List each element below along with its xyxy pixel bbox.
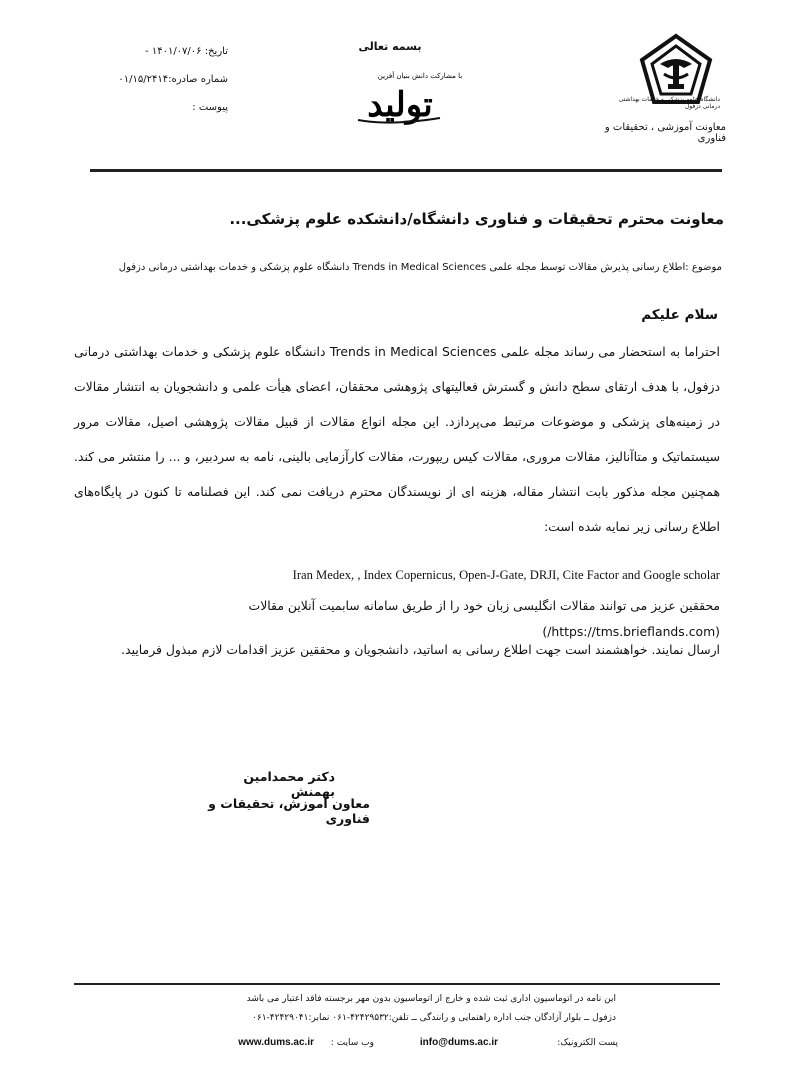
deputy-name: معاونت آموزشی ، تحقیقات و فناوری [604,122,726,144]
footer-email-link[interactable]: info@dums.ac.ir [419,1037,498,1048]
footer-web-label: وب سایت : [330,1038,374,1048]
letter-meta [118,38,228,122]
slogan-large: تولید [367,85,433,125]
slogan-calligraphy [350,64,463,128]
slogan-small: با مشارکت دانش بنیان آفرین [377,72,463,80]
date-line: تاریخ: ۱۴۰۱/۰۷/۰۶ - [145,46,228,57]
index-list: Iran Medex, , Index Copernicus, Open-J-Gate, DRJI, Cite Factor and Google scholar [292,568,720,582]
letter-paragraph-2: محققین عزیز می توانند مقالات انگلیسی زبان خود را از طریق سامانه سابمیت آنلاین مقالات (https://tms.brieflands.com/) [248,598,720,639]
footer-divider [74,983,720,985]
letter-paragraph-3: ارسال نمایند. خواهشمند است جهت اطلاع رسانی به اساتید، دانشجویان و محققین عزیز اقدامات لازم مبذول فرمایید. [121,642,720,657]
footer-notice: این نامه در اتوماسیون اداری ثبت شده و خارج از اتوماسیون بدون مهر برجسته فاقد اعتبار می باشد [246,994,616,1004]
footer-address: دزفول ــ بلوار آزادگان جنب اداره راهنمایی و رانندگی ــ تلفن:۴۲۴۲۹۵۳۲-۰۶۱ نمابر:۴۲۴۲۹۰۴۱-۰۶۱ [252,1013,616,1023]
footer-email-label: پست الکترونیک: [557,1038,618,1048]
letter-recipient: معاونت محترم تحقیقات و فناوری دانشگاه/دانشکده علوم پزشکی... [229,210,724,228]
signatory-title: معاون آموزش، تحقیقات و فناوری [208,796,370,826]
attachment-line: پیوست : [192,102,228,113]
logo-caption: دانشگاه علوم پزشکی و خدمات بهداشتی درمانی دزفول [618,96,720,110]
number-line: شماره صادره:۰۱/۱۵/۲۴۱۴ [118,74,228,85]
letter-subject: موضوع :اطلاع رسانی پذیرش مقالات توسط مجله علمی Trends in Medical Sciences دانشگاه علوم پزشکی و خدمات بهداشتی درمانی دزفول [118,262,722,273]
footer-web-link[interactable]: www.dums.ac.ir [238,1037,314,1048]
basmala: بسمه تعالی [358,40,422,53]
paragraph-1-text: احتراما به استحضار می رساند مجله علمی Trends in Medical Sciences دانشگاه علوم پزشکی و خدمات بهداشتی درمانی دزفول، با هدف ارتقای سطح دانش و گسترش فعالیتهای پژوهشی محققان، اعضای هیأت علمی و دانشجویان به انتشار مقالات در زمینه‌های پزشکی و موضوعات مرتبط می‌پردازد. این مجله انواع مقالات از قبیل مقالات پژوهشی اصیل، مقالات مرور سیستماتیک و متاآنالیز، مقالات مروری، مقالات کیس ریپورت، مقالات کارآزمایی بالینی، نامه به سردبیر، و ... را منتشر می کند. همچنین مجله مذکور بابت انتشار مقاله، هزینه ای از نویسندگان محترم دریافت نمی کند. این فصلنامه تا کنون در پایگاه‌های اطلاع رسانی زیر نمایه شده است: [74,344,720,534]
header-divider [90,169,722,172]
letter-paragraph-1 [74,334,720,544]
signatory-name: دکتر محمدامین بهمنش [243,769,335,799]
letter-greeting: سلام علیکم [641,307,718,323]
